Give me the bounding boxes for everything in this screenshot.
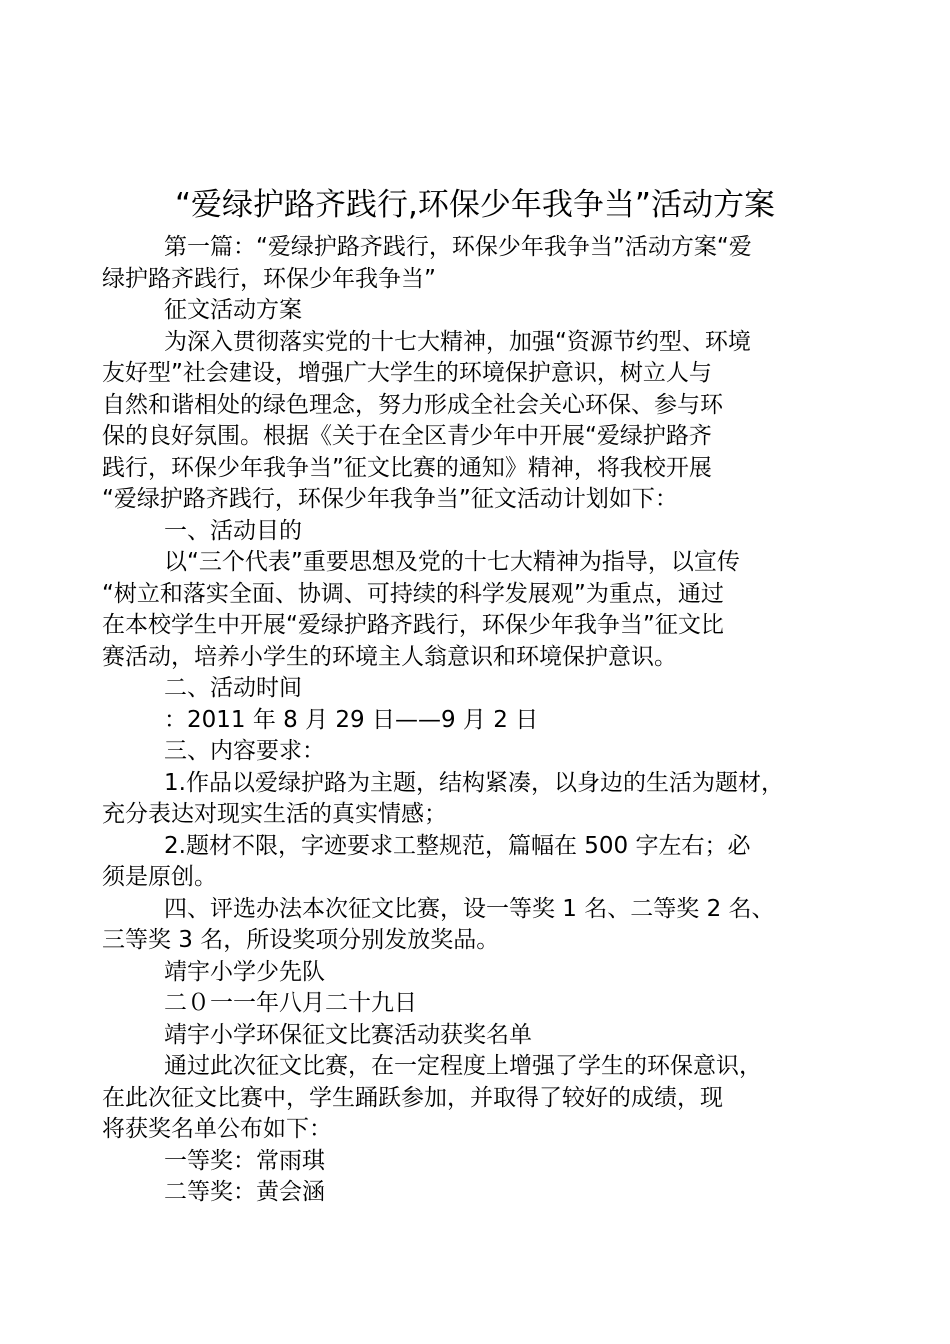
paragraph-line: 征文活动方案	[164, 297, 302, 323]
paragraph-line: 在此次征文比赛中，学生踊跃参加，并取得了较好的成绩，现	[102, 1084, 723, 1111]
paragraph	[133, 516, 833, 548]
paragraph-line: 二等奖：黄会涵	[164, 1179, 325, 1205]
paragraph-line: 1.作品以爱绿护路为主题，结构紧凑，以身边的生活为题材，	[164, 769, 784, 796]
paragraph-line: 2.题材不限，字迹要求工整规范，篇幅在 500 字左右；必	[164, 832, 751, 859]
paragraph-line: 二０一一年八月二十九日	[164, 990, 417, 1016]
paragraph-line: 充分表达对现实生活的真实情感；	[102, 801, 447, 827]
paragraph-line: 友好型”社会建设，增强广大学生的环境保护意识，树立人与	[102, 360, 712, 386]
paragraph-line: 二、活动时间	[164, 675, 302, 701]
paragraph	[133, 1177, 833, 1209]
paragraph-line: 靖宇小学少先队	[164, 958, 325, 985]
paragraph-line: 在本校学生中开展“爱绿护路齐践行，环保少年我争当”征文比	[102, 612, 724, 638]
paragraph	[102, 547, 833, 673]
paragraph-line: 将获奖名单公布如下：	[102, 1116, 332, 1142]
paragraph-line: 第一篇：“爱绿护路齐践行，环保少年我争当”活动方案“爱	[164, 234, 752, 260]
paragraph-line: 赛活动，培养小学生的环境主人翁意识和环境保护意识。	[102, 643, 677, 670]
paragraph	[133, 705, 833, 737]
paragraph-line: 绿护路齐践行，环保少年我争当”	[102, 265, 436, 292]
paragraph-line: “树立和落实全面、协调、可持续的科学发展观”为重点，通过	[102, 580, 724, 607]
paragraph-line: 践行，环保少年我争当”征文比赛的通知》精神，将我校开展	[102, 454, 712, 481]
paragraph-line: 保的良好氛围。根据《关于在全区青少年中开展“爱绿护路齐	[102, 423, 712, 449]
paragraph-line: “爱绿护路齐践行，环保少年我争当”征文活动计划如下：	[102, 486, 678, 512]
paragraph	[133, 673, 833, 705]
paragraph-line: 四、评选办法本次征文比赛，设一等奖 1 名、二等奖 2 名、	[164, 895, 775, 922]
paragraph-line: 三、内容要求：	[164, 738, 325, 764]
paragraph-line: 自然和谐相处的绿色理念，努力形成全社会关心环保、参与环	[102, 391, 723, 418]
paragraph	[102, 327, 833, 516]
paragraph	[133, 736, 833, 768]
paragraph	[102, 1051, 833, 1146]
paragraph-line: 以“三个代表”重要思想及党的十七大精神为指导，以宣传	[164, 549, 740, 575]
paragraph	[102, 831, 833, 894]
paragraph	[102, 768, 833, 831]
paragraph-line: ：2011 年 8 月 29 日——9 月 2 日	[164, 706, 539, 733]
paragraph-line: 一等奖：常雨琪	[164, 1147, 325, 1174]
paragraph	[133, 1020, 833, 1052]
paragraph-line: 靖宇小学环保征文比赛活动获奖名单	[164, 1021, 532, 1048]
paragraph-line: 为深入贯彻落实党的十七大精神，加强“资源节约型、环境	[164, 328, 751, 355]
paragraph-line: 一、活动目的	[164, 517, 302, 544]
paragraph	[133, 295, 833, 327]
paragraph-line: 通过此次征文比赛，在一定程度上增强了学生的环保意识，	[164, 1053, 762, 1079]
paragraph	[102, 232, 833, 295]
document-body	[102, 232, 833, 1209]
document-title: “爱绿护路齐践行,环保少年我争当”活动方案	[175, 187, 775, 223]
paragraph	[102, 894, 833, 957]
paragraph-line: 三等奖 3 名，所设奖项分别发放奖品。	[102, 927, 500, 953]
paragraph	[133, 988, 833, 1020]
paragraph	[133, 957, 833, 989]
paragraph-line: 须是原创。	[102, 864, 217, 890]
paragraph	[133, 1146, 833, 1178]
